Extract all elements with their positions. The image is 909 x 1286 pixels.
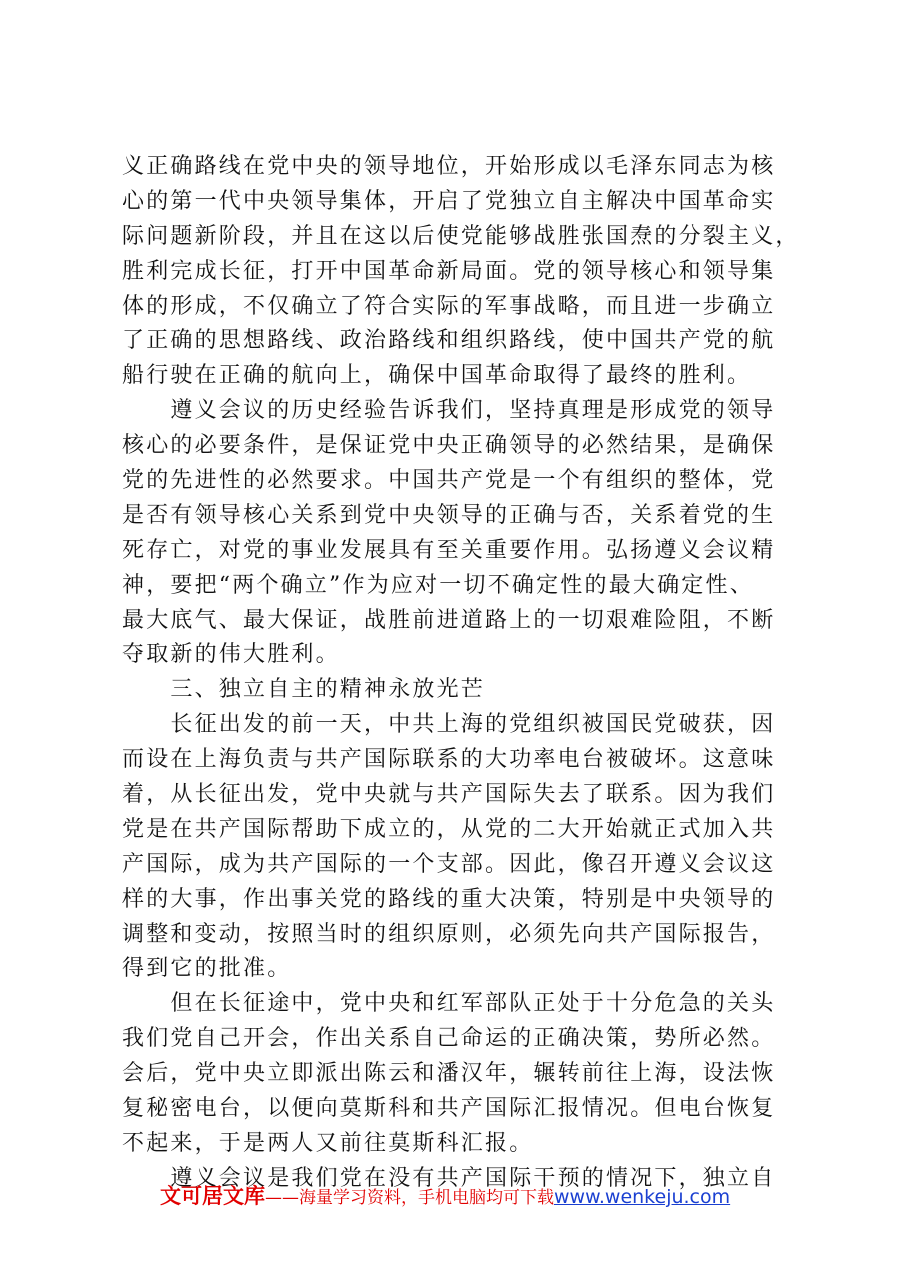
text-line: 最大底气、最大保证，战胜前进道路上的一切艰难险阻，不断 — [122, 607, 776, 633]
text-line: 船行驶在正确的航向上，确保中国革命取得了最终的胜利。 — [122, 363, 752, 389]
text-line: 核心的必要条件，是保证党中央正确领导的必然结果，是确保 — [122, 433, 776, 459]
text-line: 长征出发的前一天，中共上海的党组织被国民党破获，因 — [122, 712, 776, 738]
text-line: 调整和变动，按照当时的组织原则，必须先向共产国际报告， — [122, 921, 776, 947]
text-line: 际问题新阶段，并且在这以后使党能够战胜张国焘的分裂主义， — [122, 223, 800, 249]
text-line: 死存亡，对党的事业发展具有至关重要作用。弘扬遵义会议精 — [122, 537, 776, 563]
footer-brand: 文可居文库 — [160, 1184, 265, 1208]
text-line: 产国际，成为共产国际的一个支部。因此，像召开遵义会议这 — [122, 851, 776, 877]
document-body — [122, 150, 812, 1197]
text-line: 我们党自己开会，作出关系自己命运的正确决策，势所必然。 — [122, 1026, 776, 1052]
text-line: 胜利完成长征，打开中国革命新局面。党的领导核心和领导集 — [122, 258, 776, 284]
text-line: 夺取新的伟大胜利。 — [122, 642, 340, 668]
text-line: 了正确的思想路线、政治路线和组织路线，使中国共产党的航 — [122, 328, 776, 354]
text-line: 神，要把“两个确立”作为应对一切不确定性的最大确定性、 — [122, 572, 754, 598]
text-line: 党是在共产国际帮助下成立的，从党的二大开始就正式加入共 — [122, 816, 776, 842]
text-line: 遵义会议是我们党在没有共产国际干预的情况下，独立自 — [122, 1165, 776, 1191]
text-line: 样的大事，作出事关党的路线的重大决策，特别是中央领导的 — [122, 886, 776, 912]
text-line: 着，从长征出发，党中央就与共产国际失去了联系。因为我们 — [122, 782, 776, 808]
text-line: 是否有领导核心关系到党中央领导的正确与否，关系着党的生 — [122, 502, 776, 528]
text-line: 遵义会议的历史经验告诉我们，坚持真理是形成党的领导 — [122, 398, 776, 424]
footer-slogan: ——海量学习资料，手机电脑均可下载 — [265, 1188, 554, 1208]
text-line: 得到它的批准。 — [122, 956, 292, 982]
text-line: 党的先进性的必然要求。中国共产党是一个有组织的整体，党 — [122, 468, 776, 494]
text-line: 复秘密电台，以便向莫斯科和共产国际汇报情况。但电台恢复 — [122, 1096, 776, 1122]
footer-website-link[interactable]: www.wenkeju.com — [554, 1186, 731, 1208]
text-line: 会后，党中央立即派出陈云和潘汉年，辗转前往上海，设法恢 — [122, 1061, 776, 1087]
section-heading: 三、独立自主的精神永放光芒 — [122, 677, 486, 703]
text-line: 体的形成，不仅确立了符合实际的军事战略，而且进一步确立 — [122, 293, 776, 319]
text-line: 心的第一代中央领导集体，开启了党独立自主解决中国革命实 — [122, 188, 776, 214]
page-footer — [160, 1180, 730, 1212]
text-line: 不起来，于是两人又前往莫斯科汇报。 — [122, 1130, 534, 1156]
text-line: 但在长征途中，党中央和红军部队正处于十分危急的关头 — [122, 991, 776, 1017]
text-line: 义正确路线在党中央的领导地位，开始形成以毛泽东同志为核 — [122, 154, 776, 179]
text-line: 而设在上海负责与共产国际联系的大功率电台被破坏。这意味 — [122, 747, 776, 773]
